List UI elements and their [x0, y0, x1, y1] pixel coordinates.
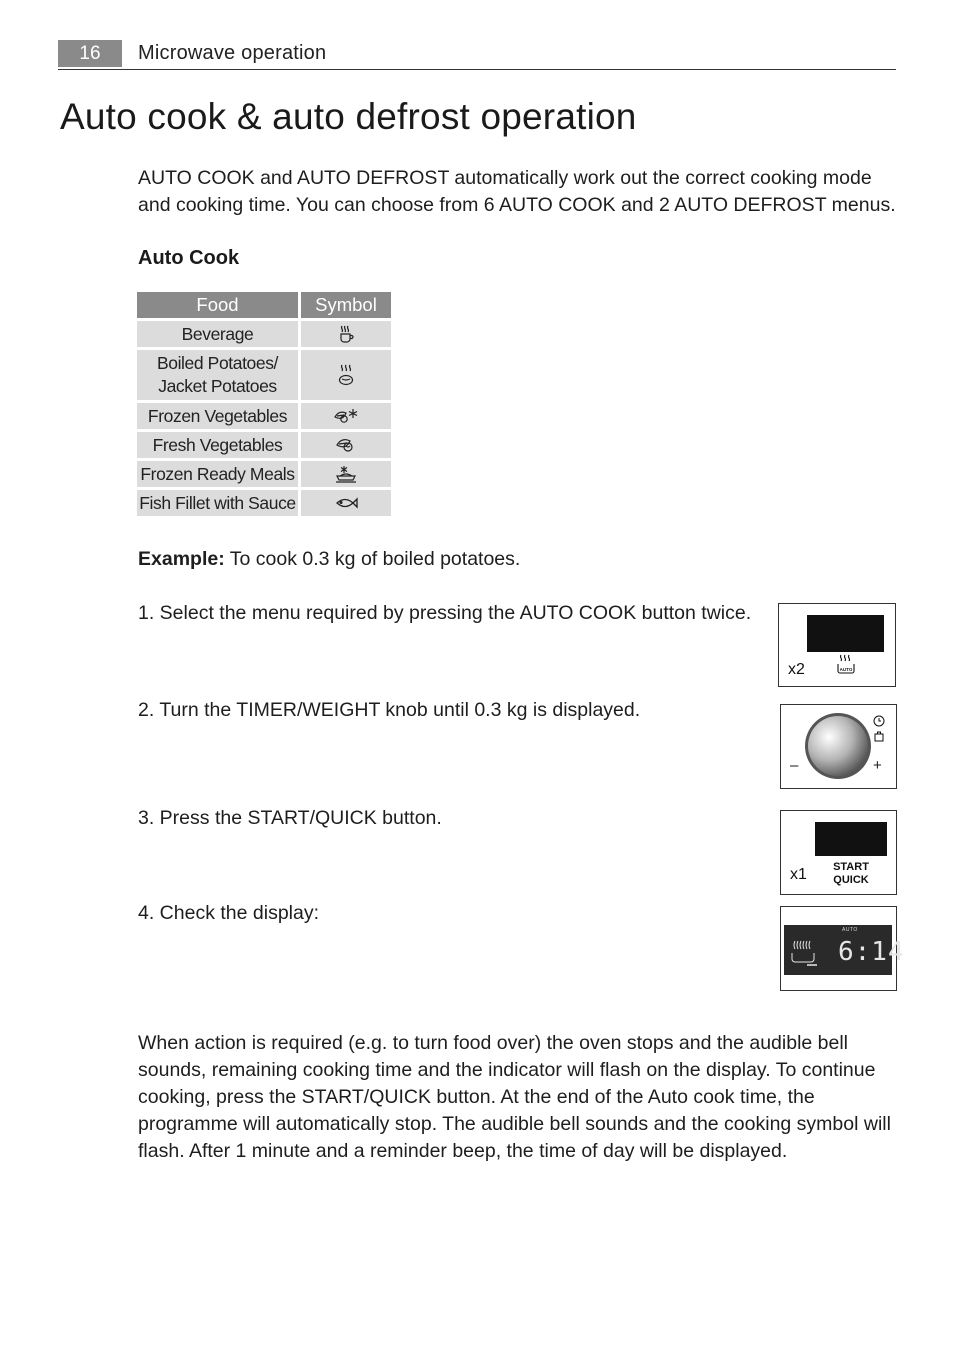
- display-screen: [784, 925, 905, 975]
- page-number: 16: [58, 40, 122, 67]
- time-readout: 6:14: [838, 937, 905, 967]
- start-label: START: [833, 861, 869, 873]
- table-header-row: [137, 292, 391, 318]
- display-readout-illustration: [780, 906, 905, 991]
- table-row: [137, 432, 391, 458]
- start-quick-button[interactable]: [829, 861, 873, 887]
- press-count: x1: [790, 866, 807, 883]
- food-cell: [137, 350, 298, 400]
- fish-icon: [333, 496, 359, 510]
- food-cell: Frozen Vegetables: [137, 403, 298, 429]
- auto-label: AUTO: [839, 667, 853, 672]
- food-cell: Fish Fillet with Sauce: [137, 490, 298, 516]
- beverage-icon: [336, 324, 356, 344]
- step-1: 1. Select the menu required by pressing the AUTO COOK button twice.: [138, 602, 752, 624]
- fresh-vegetables-icon: [335, 436, 357, 454]
- intro-paragraph: AUTO COOK and AUTO DEFROST automatically work out the correct cooking mode and cooking time. You can choose from 6 AUTO COOK and 2 AUTO DEFROST menus.: [138, 167, 896, 216]
- step-3: 3. Press the START/QUICK button.: [138, 807, 442, 829]
- symbol-cell: [301, 461, 391, 487]
- auto-mode-label: AUTO: [842, 927, 858, 933]
- table-row: [137, 461, 391, 487]
- quick-label: QUICK: [833, 874, 869, 886]
- timer-weight-knob-illustration: [780, 704, 897, 789]
- potato-icon: [336, 363, 356, 387]
- header-divider: [58, 69, 896, 70]
- food-cell-line: Jacket Potatoes: [158, 376, 277, 396]
- example-text: [138, 546, 520, 573]
- auto-cook-button-icon[interactable]: [835, 654, 857, 676]
- closing-paragraph: When action is required (e.g. to turn food over) the oven stops and the audible bell sounds, remaining cooking time and the indicator will flash on the display. To continue cooking, press the START/QUICK button. At the end of the Auto cook time, the programme will automatically stop. The audible bell sounds and the cooking symbol will flash. After 1 minute and a reminder beep, the time of day will be displayed.: [138, 1032, 891, 1162]
- knob-icon[interactable]: [803, 711, 873, 781]
- food-cell-line: Boiled Potatoes/: [156, 353, 279, 373]
- display-screen: [807, 615, 884, 652]
- example-body: To cook 0.3 kg of boiled potatoes.: [229, 548, 521, 570]
- table-row: [137, 321, 391, 347]
- food-cell: Frozen Ready Meals: [137, 461, 298, 487]
- minus-label: –: [790, 757, 799, 774]
- food-cell: Fresh Vegetables: [137, 432, 298, 458]
- symbol-column-header: Symbol: [301, 292, 391, 318]
- frozen-meal-icon: [334, 464, 358, 484]
- table-row: [137, 490, 391, 516]
- symbol-cell: [301, 321, 391, 347]
- cooking-indicator-icon: [788, 937, 820, 969]
- page-title: Auto cook & auto defrost operation: [60, 96, 637, 137]
- example-label: Example:: [138, 548, 225, 570]
- plus-label: +: [873, 757, 882, 774]
- step-4: 4. Check the display:: [138, 902, 320, 924]
- table-row: [137, 350, 391, 400]
- food-cell: Beverage: [137, 321, 298, 347]
- weight-icon: [873, 730, 885, 742]
- table-row: [137, 403, 391, 429]
- start-quick-button-illustration: [780, 810, 897, 895]
- clock-icon: [873, 715, 885, 727]
- press-count: x2: [788, 661, 805, 678]
- auto-cook-table: [134, 289, 394, 519]
- display-screen: [815, 822, 887, 856]
- auto-cook-button-illustration: [778, 603, 896, 687]
- auto-cook-heading: Auto Cook: [138, 247, 240, 269]
- frozen-vegetables-icon: [333, 407, 359, 425]
- symbol-cell: [301, 432, 391, 458]
- symbol-cell: [301, 403, 391, 429]
- symbol-cell: [301, 350, 391, 400]
- symbol-cell: [301, 490, 391, 516]
- section-title: Microwave operation: [138, 42, 327, 64]
- food-column-header: Food: [137, 292, 298, 318]
- step-2: 2. Turn the TIMER/WEIGHT knob until 0.3 kg is displayed.: [138, 699, 641, 721]
